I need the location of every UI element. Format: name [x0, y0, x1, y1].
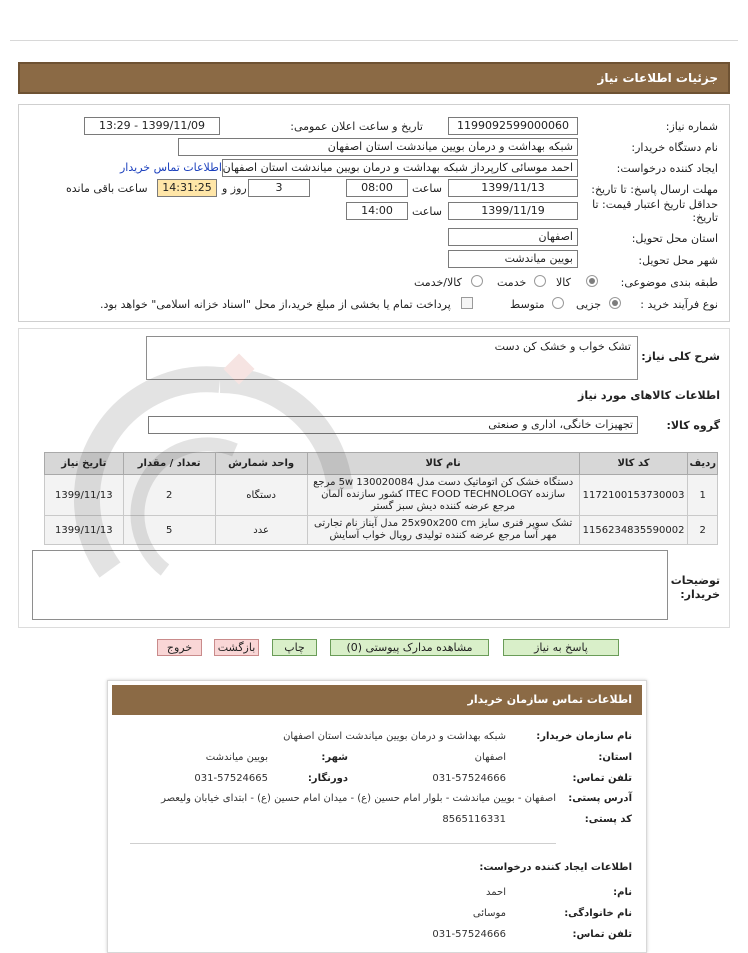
- phone-value: 031-57524666: [432, 773, 506, 784]
- category-goods-radio[interactable]: [586, 275, 598, 287]
- summary-textarea: تشک خواب و خشک کن دست: [146, 336, 638, 380]
- requester-label: ایجاد کننده درخواست:: [616, 162, 718, 175]
- category-both-radio[interactable]: [471, 275, 483, 287]
- validity-date-field: 1399/11/19: [448, 202, 578, 220]
- validity-time-field: 14:00: [346, 202, 408, 220]
- creator-phone-label: تلفن تماس:: [572, 929, 632, 940]
- notes-label-2: خریدار:: [680, 588, 720, 601]
- purchase-medium-label: متوسط: [510, 298, 545, 311]
- page-title: جزئیات اطلاعات نیاز: [597, 71, 718, 85]
- remaining-label: ساعت باقی مانده: [66, 182, 148, 195]
- purchase-minor-radio[interactable]: [609, 297, 621, 309]
- column-header: تاریخ نیاز: [45, 453, 124, 475]
- category-both-label: کالا/خدمت: [414, 276, 462, 289]
- row-number: 1: [688, 475, 718, 516]
- org-name-value: شبکه بهداشت و درمان بویین میاندشت استان اصفهان: [283, 731, 506, 742]
- province-contact-label: استان:: [598, 752, 632, 763]
- exit-button[interactable]: خروج: [157, 639, 202, 656]
- treasury-payment-checkbox[interactable]: [461, 297, 473, 309]
- goods-code: 1156234835590002: [579, 516, 688, 545]
- city-contact-value: بویین میاندشت: [205, 752, 268, 763]
- buyer-org-label: نام دستگاه خریدار:: [631, 141, 718, 154]
- city-label: شهر محل تحویل:: [638, 254, 718, 267]
- org-name-label: نام سازمان خریدار:: [536, 731, 632, 742]
- goods-need-date: 1399/11/13: [45, 516, 124, 545]
- goods-need-date: 1399/11/13: [45, 475, 124, 516]
- back-button[interactable]: بازگشت: [214, 639, 259, 656]
- contact-header: [112, 685, 642, 715]
- need-number-label: شماره نیاز:: [665, 120, 718, 133]
- category-label: طبقه بندی موضوعی:: [620, 276, 718, 289]
- need-number-field: 1199092599000060: [448, 117, 578, 135]
- remaining-time-field: 14:31:25: [157, 179, 217, 197]
- table-row: [45, 475, 718, 516]
- goods-qty: 2: [123, 475, 215, 516]
- days-label: روز و: [222, 182, 247, 195]
- province-contact-value: اصفهان: [474, 752, 506, 763]
- days-field: 3: [248, 179, 310, 197]
- requester-field: احمد موسائی کارپرداز شبکه بهداشت و درمان بویین میاندشت استان اصفهان: [222, 159, 578, 177]
- phone-label: تلفن تماس:: [572, 773, 632, 784]
- category-goods-label: کالا: [556, 276, 571, 289]
- summary-label: شرح کلی نیاز:: [641, 350, 720, 363]
- goods-title: اطلاعات کالاهای مورد نیاز: [578, 389, 720, 402]
- column-header: تعداد / مقدار: [123, 453, 215, 475]
- announce-field: 1399/11/09 - 13:29: [84, 117, 220, 135]
- print-button[interactable]: چاپ: [272, 639, 317, 656]
- province-label: استان محل تحویل:: [631, 232, 718, 245]
- deadline-label: مهلت ارسال پاسخ: تا تاریخ:: [591, 183, 718, 196]
- creator-name-value: احمد: [486, 887, 506, 898]
- province-field: اصفهان: [448, 228, 578, 246]
- column-header: نام کالا: [307, 453, 579, 475]
- city-field: بویین میاندشت: [448, 250, 578, 268]
- goods-unit: دستگاه: [215, 475, 307, 516]
- goods-name: دستگاه خشک کن اتوماتیک دست مدل 5w 130020084 مرجع سازنده ITEC FOOD TECHNOLOGY کشور سازنده آلمان مرجع عرضه کننده دیش سبز گستر: [307, 475, 579, 516]
- creator-family-label: نام خانوادگی:: [564, 908, 632, 919]
- row-number: 2: [688, 516, 718, 545]
- deadline-time-field: 08:00: [346, 179, 408, 197]
- goods-table: [44, 452, 718, 545]
- category-service-label: خدمت: [497, 276, 527, 289]
- goods-name: تشک سوپر فنری سایز 25x90x200 cm مدل آیناز نام تجارتی مهر آسا مرجع عرضه کننده تولیدی رویال خواب آسایش: [307, 516, 579, 545]
- table-header-row: [45, 453, 718, 475]
- buyer-notes-textarea: [32, 550, 668, 620]
- attachments-button[interactable]: مشاهده مدارک پیوستی (0): [330, 639, 489, 656]
- buyer-org-field: شبکه بهداشت و درمان بویین میاندشت استان اصفهان: [178, 138, 578, 156]
- fax-value: 031-57524665: [194, 773, 268, 784]
- buyer-contact-link[interactable]: اطلاعات تماس خریدار: [120, 161, 222, 174]
- validity-time-label: ساعت: [412, 205, 442, 218]
- creator-phone-value: 031-57524666: [432, 929, 506, 940]
- deadline-time-label: ساعت: [412, 182, 442, 195]
- fax-label: دورنگار:: [307, 773, 348, 784]
- announce-label: تاریخ و ساعت اعلان عمومی:: [290, 120, 423, 133]
- validity-label-2: تاریخ:: [692, 211, 718, 224]
- goods-group-label: گروه کالا:: [666, 419, 720, 432]
- city-contact-label: شهر:: [321, 752, 348, 763]
- creator-info-title: اطلاعات ایجاد کننده درخواست:: [479, 862, 632, 873]
- goods-group-field: تجهیزات خانگی، اداری و صنعتی: [148, 416, 638, 434]
- buyer-contact-panel: [107, 680, 647, 953]
- contact-title: اطلاعات تماس سازمان خریدار: [467, 693, 632, 706]
- goods-qty: 5: [123, 516, 215, 545]
- goods-code: 1172100153730003: [579, 475, 688, 516]
- category-service-radio[interactable]: [534, 275, 546, 287]
- postal-code-value: 8565116331: [442, 814, 506, 825]
- notes-label: توضیحات: [670, 574, 720, 587]
- creator-name-label: نام:: [613, 887, 632, 898]
- purchase-type-label: نوع فرآیند خرید :: [640, 298, 718, 311]
- top-divider: [10, 40, 738, 41]
- creator-family-value: موسائی: [472, 908, 506, 919]
- postal-code-label: کد پستی:: [584, 814, 632, 825]
- table-row: [45, 516, 718, 545]
- deadline-date-field: 1399/11/13: [448, 179, 578, 197]
- purchase-medium-radio[interactable]: [552, 297, 564, 309]
- goods-unit: عدد: [215, 516, 307, 545]
- page-header: [18, 62, 730, 94]
- column-header: کد کالا: [579, 453, 688, 475]
- address-value: اصفهان - بویین میاندشت - بلوار امام حسین (ع) - میدان امام حسین (ع) - ابتدای خیابان ولیعصر: [161, 793, 556, 804]
- column-header: واحد شمارش: [215, 453, 307, 475]
- column-header: ردیف: [688, 453, 718, 475]
- reply-button[interactable]: پاسخ به نیاز: [503, 639, 619, 656]
- treasury-payment-note: پرداخت تمام یا بخشی از مبلغ خرید،از محل "اسناد خزانه اسلامی" خواهد بود.: [100, 298, 451, 311]
- address-label: آدرس پستی:: [568, 793, 632, 804]
- contact-divider: [130, 843, 556, 844]
- validity-label: حداقل تاریخ اعتبار قیمت: تا: [592, 198, 718, 211]
- purchase-minor-label: جزیی: [576, 298, 602, 311]
